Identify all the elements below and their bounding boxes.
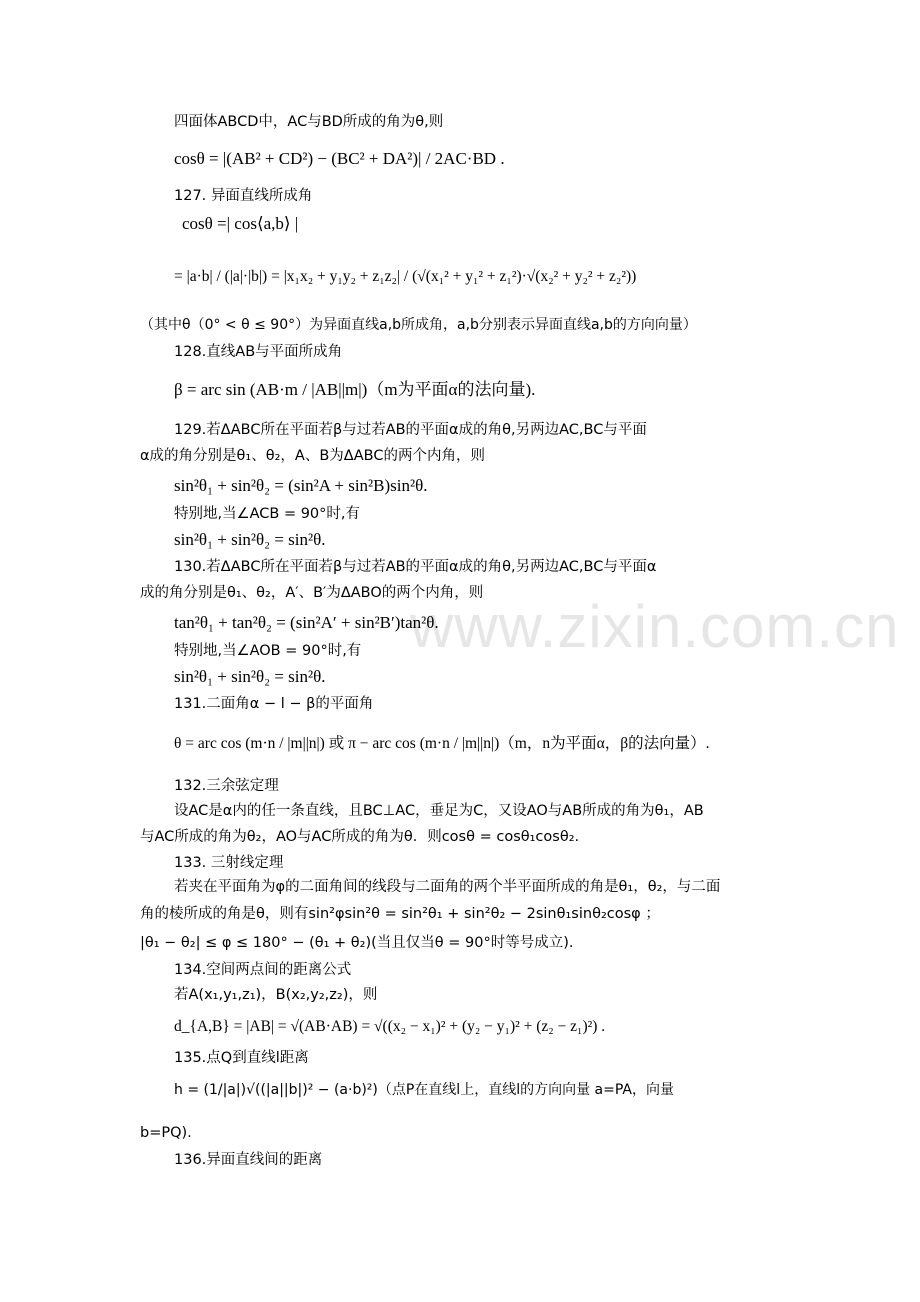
- section-heading: 132.三余弦定理: [174, 778, 279, 794]
- formula-line: sin²θ₁ + sin²θ₂ = (sin²A + sin²B)sin²θ.: [174, 476, 428, 495]
- formula-line: = |a·b| / (|a|·|b|) = |x₁x₂ + y₁y₂ + z₁z₂| / (√(x₁² + y₁² + z₁²)·√(x₂² + y₂² + z₂²)): [174, 268, 637, 285]
- text-line: 若A(x₁,y₁,z₁)，B(x₂,y₂,z₂)，则: [174, 987, 378, 1003]
- section-heading: 128.直线AB与平面所成角: [174, 344, 343, 360]
- formula-line: cosθ =| cos⟨a,b⟩ |: [182, 214, 299, 233]
- formula-line: tan²θ₁ + tan²θ₂ = (sin²A′ + sin²B′)tan²θ.: [174, 613, 439, 632]
- section-heading: 130.若ΔABC所在平面若β与过若AB的平面α成的角θ,另两边AC,BC与平面α: [174, 559, 657, 575]
- section-heading: 136.异面直线间的距离: [174, 1152, 323, 1168]
- text-line: 设AC是α内的任一条直线，且BC⊥AC，垂足为C，又设AO与AB所成的角为θ₁，AB: [174, 803, 704, 819]
- section-heading: 133. 三射线定理: [174, 855, 284, 871]
- formula-line: d_{A,B} = |AB| = √(AB·AB) = √((x₂ − x₁)² + (y₂ − y₁)² + (z₂ − z₁)²) .: [174, 1018, 606, 1035]
- formula-line: cosθ = |(AB² + CD²) − (BC² + DA²)| / 2AC·BD .: [174, 149, 505, 168]
- text-line: α成的角分别是θ₁、θ₂，A、B为ΔABC的两个内角，则: [140, 448, 485, 464]
- text-line: |θ₁ − θ₂| ≤ φ ≤ 180° − (θ₁ + θ₂)(当且仅当θ = 90°时等号成立).: [140, 935, 574, 951]
- text-line: 四面体ABCD中，AC与BD所成的角为θ,则: [174, 114, 444, 130]
- text-line: 角的棱所成的角是θ，则有sin²φsin²θ = sin²θ₁ + sin²θ₂ − 2sinθ₁sinθ₂cosφ ；: [140, 906, 660, 922]
- section-heading: 131.二面角α − l − β的平面角: [174, 696, 374, 712]
- watermark: www.zixin.com.cn: [410, 593, 900, 660]
- section-heading: 129.若ΔABC所在平面若β与过若AB的平面α成的角θ,另两边AC,BC与平面: [174, 422, 647, 438]
- section-heading: 127. 异面直线所成角: [174, 188, 313, 204]
- text-line: （其中θ（0° < θ ≤ 90°）为异面直线a,b所成角，a,b分别表示异面直线a,b的方向向量）: [140, 317, 697, 333]
- formula-line: sin²θ₁ + sin²θ₂ = sin²θ.: [174, 667, 326, 686]
- text-line: b=PQ).: [140, 1125, 192, 1141]
- text-line: 与AC所成的角为θ₂，AO与AC所成的角为θ．则cosθ = cosθ₁cosθ₂.: [140, 829, 580, 845]
- text-line: h = (1/|a|)√((|a||b|)² − (a·b)²)（点P在直线l上，直线l的方向向量 a=PA，向量: [174, 1082, 674, 1098]
- section-heading: 134.空间两点间的距离公式: [174, 962, 352, 978]
- text-line: 成的角分别是θ₁、θ₂，A′、B′为ΔABO的两个内角，则: [140, 585, 484, 601]
- section-heading: 135.点Q到直线l距离: [174, 1050, 309, 1066]
- text-line: 特别地,当∠ACB = 90°时,有: [174, 506, 361, 522]
- formula-line: β = arc sin (AB·m / |AB||m|)（m为平面α的法向量).: [174, 380, 536, 399]
- formula-line: θ = arc cos (m·n / |m||n|) 或 π − arc cos (m·n / |m||n|)（m，n为平面α，β的法向量）.: [174, 735, 710, 752]
- text-line: 特别地,当∠AOB = 90°时,有: [174, 643, 362, 659]
- formula-line: sin²θ₁ + sin²θ₂ = sin²θ.: [174, 530, 326, 549]
- text-line: 若夹在平面角为φ的二面角间的线段与二面角的两个半平面所成的角是θ₁，θ₂，与二面: [174, 879, 721, 895]
